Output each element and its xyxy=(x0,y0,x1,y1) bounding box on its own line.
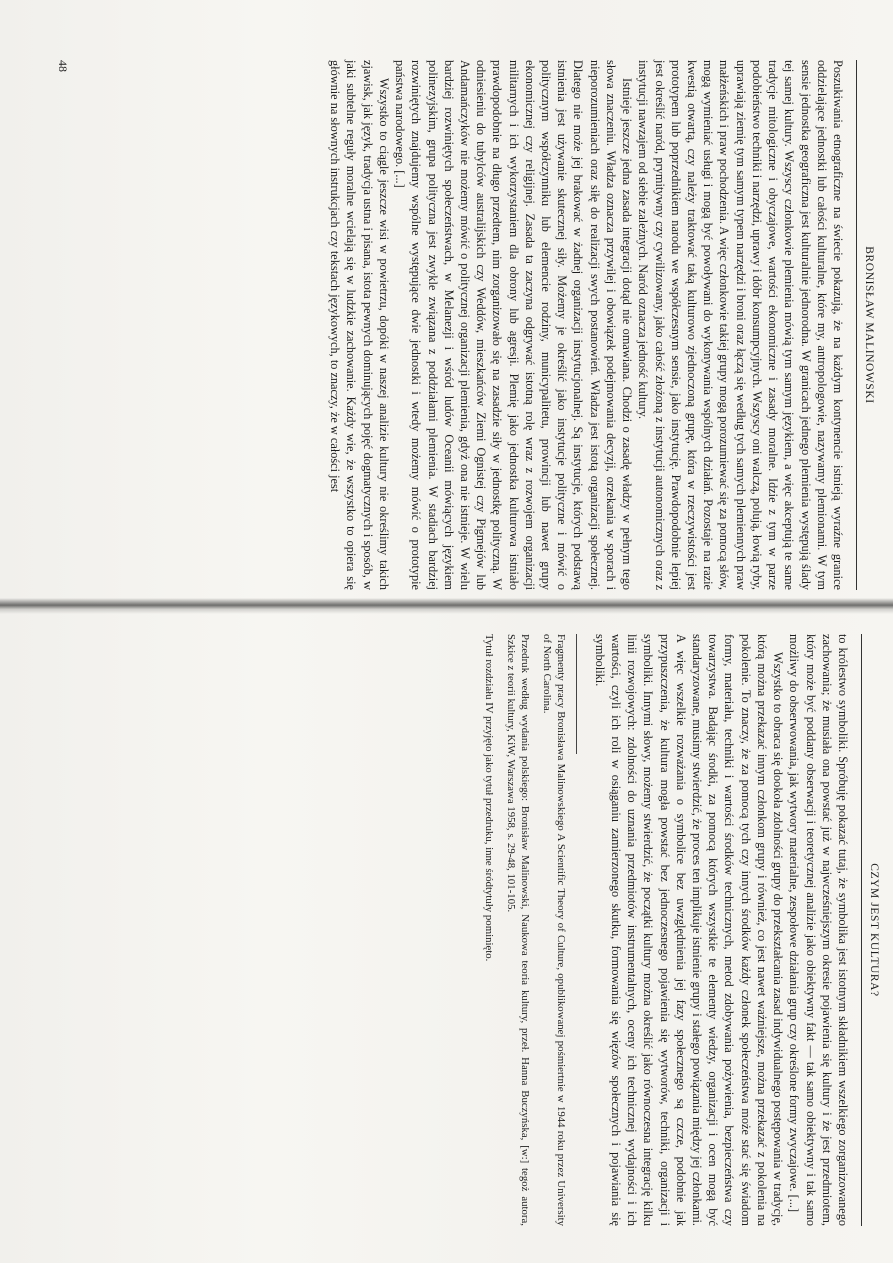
paragraph: to królestwo symboliki. Spróbuję pokazać tutaj, że symbolika jest istotnym składnikiem wszelkiego zorganizowanego zachowania; że musiała ona powstać już w najwcześniejszym okresie pojawienia się kultury i że jest przedmiotem, który może być poddany obserwacji i teoretycznej analizie jako obiektywny fakt — tak samo obiektywny i tak samo możliwy do obserwowania, jak wytwory materialne, zespołowe działania grup czy określone formy zwyczajowe. [...] xyxy=(787,634,850,1226)
left-page xyxy=(55,60,875,590)
footnote: Fragmenty pracy Bronisława Malinowskiego A Scientific Theory of Culture, opublikowanej pośmiertnie w 1944 roku przez University of North Carolina. xyxy=(541,634,568,1226)
running-header: CZYM JEST KULTURA? xyxy=(861,634,880,1226)
footnote: Tytuł rozdziału IV przyjęto jako tytuł przedruku, inne śródtytuły pominięto. xyxy=(483,634,496,962)
paragraph: Wszystko to ciągle jeszcze wisi w powietrzu, dopóki w naszej analizie kultury nie określimy takich zjawisk, jak język, tradycja ustna i pisana, istota pewnych dominujących pojęć dogmatycznych i sposób, w jaki subtelne reguły moralne wcielają się w ludzkie zachowanie. Każdy wie, że wszystko to opiera się głównie na słownych instrukcjach czy tekstach językowych, to znaczy, że w całości jest xyxy=(328,60,391,590)
footnotes xyxy=(482,634,577,1226)
paragraph: Wszystko to obraca się dookoła zdolności grupy do przekształcania zasad indywidualnego postępowania w tradycję, którą można przekazać innym członkom grupy i również, co jest nawet ważniejsze, można przekazać z pokolenia na pokolenie. To znaczy, że za pomocą tych czy innych środków każdy członek społeczeństwa może stać się świadom formy, materiału, techniki i wartości środków technicznych, metod zdobywania pożywienia, bezpieczeństwa czy towarzystwa. Badając środki, za pomocą których wszystkie te elementy wiedzy, organizacji i ocen mogą być standaryzowane, musimy stwierdzić, że proces ten implikuje istnienie grupy i stałego powiązania między jej członkami. A więc wszelkie rozważania o symbolice bez uwzględnienia jej fazy społecznego są czcze, podobnie jak przypuszczenia, że kultura mogła powstać bez jednoczesnego pojawienia się wytworów, techniki, organizacji i symboliki. Innymi słowy, możemy stwierdzić, że początki kultury można określić jako równoczesna integrację kilku linii rozwojowych: zdolności do uznania przedmiotów instrumentalnych, oceny ich technicznej wydajności i ich wartości, czyli ich roli w osiąganiu zamierzonego skutku, formowania się więzów społecznych i pojawiania się symboliki. xyxy=(592,634,786,1226)
binding-gutter xyxy=(0,598,893,614)
running-header: BRONISŁAW MALINOWSKI xyxy=(856,60,875,590)
right-page xyxy=(50,634,880,1226)
page-number: 48 xyxy=(56,60,70,72)
footnote-divider xyxy=(577,634,578,754)
paragraph: Istnieje jeszcze jedna zasada integracji dotąd nie omawiana. Chodzi o zasadę władzy w pełnym tego słowa znaczeniu. Władza oznacza przywilej i obowiązek podejmowania decyzji, orzekania w sporach i nieporozumieniach oraz siłę do realizacji swych postanowień. Władza jest istotą organizacji społecznej. Dlatego nie może jej brakować w żadnej organizacji instytucjonalnej. Są instytucje, których podstawą istnienia jest używanie skutecznej siły. Możemy je określić jako instytucje polityczne i mówić o politycznym współczynniku lub elemencie rodziny, municypalitetu, prowincji lub nawet grupy ekonomicznej czy religijnej. Zasada ta zaczyna odgrywać istotną rolę wraz z rozwojem organizacji militarnych i ich wykorzystaniem dla obrony lub agresji. Plemię jako jednostka kulturowa istniało prawdopodobnie na długo przedtem, nim zorganizowało się na zasadzie siły w jednostkę polityczną. W odniesieniu do tubylców australijskich czy Weddów, mieszkańców Ziemi Ognistej czy Pigmejów lub Andamańczyków nie możemy mówić o politycznej organizacji plemienia, gdyż ona nie istnieje. W wielu bardziej rozwiniętych społeczeństwach, w Melanezji i wśród ludów Oceanii mówiących językiem polinezyjskim, grupa polityczna jest zwykle związana z poddziałami plemienia. W stadiach bardziej rozwiniętych znajdujemy wspólne występujące dwie jednostki i wtedy możemy mówić o prototypie państwa narodowego. [...] xyxy=(393,60,635,590)
paragraph: Poszukiwania etnograficzne na świecie pokazują, że na każdym kontynencie istnieją wyraźne granice oddzielające jednostki lub całości kulturalne, które my, antropologowie, nazywamy plemionami. W tym sensie jednostka geograficzna jest kulturalnie jednorodna. W granicach jednego plemienia występują ślady tej samej kultury. Wszyscy członkowie plemienia mówią tym samym językiem, a więc akceptują te same tradycje mitologiczne i obyczajowe, wartości ekonomiczne i zasady moralne. Idzie z tym w parze podobieństwo techniki i narzędzi, uprawy i dóbr konsumpcyjnych. Wszyscy oni walczą, polują, łowią ryby, uprawiają ziemię tym samym typem narzędzi i broni oraz łączą się według tych samych plemiennych praw małżeńskich i praw pochodzenia. A więc członkowie takiej grupy mogą porozumiewać się za pomocą słów, mogą wymieniać usługi i mogą być powoływani do wykonywania wspólnych działań. Pozostaje na razie kwestią otwartą, czy należy traktować taką kulturowo zjednoczoną grupę, która w rzeczywistości jest prototypem lub poprzednikiem narodu we współczesnym sensie, jako instytucję. Prawdopodobnie lepiej jest określić naród, prymitywny czy cywilizowany, jako całość złożoną z instytucji autonomicznych oraz z instytucji nawzajem od siebie zależnych. Naród oznacza jedność kultury. xyxy=(636,60,845,590)
footnote: Przedruk według wydania polskiego: Bronisław Malinowski, Naukowa teoria kultury, przeł. Hanna Buczyńska, [w:] tegoż autora, Szkice z teorii kultury, KiW, Warszawa 1958, s. 29-48, 101-105. xyxy=(505,634,532,1226)
